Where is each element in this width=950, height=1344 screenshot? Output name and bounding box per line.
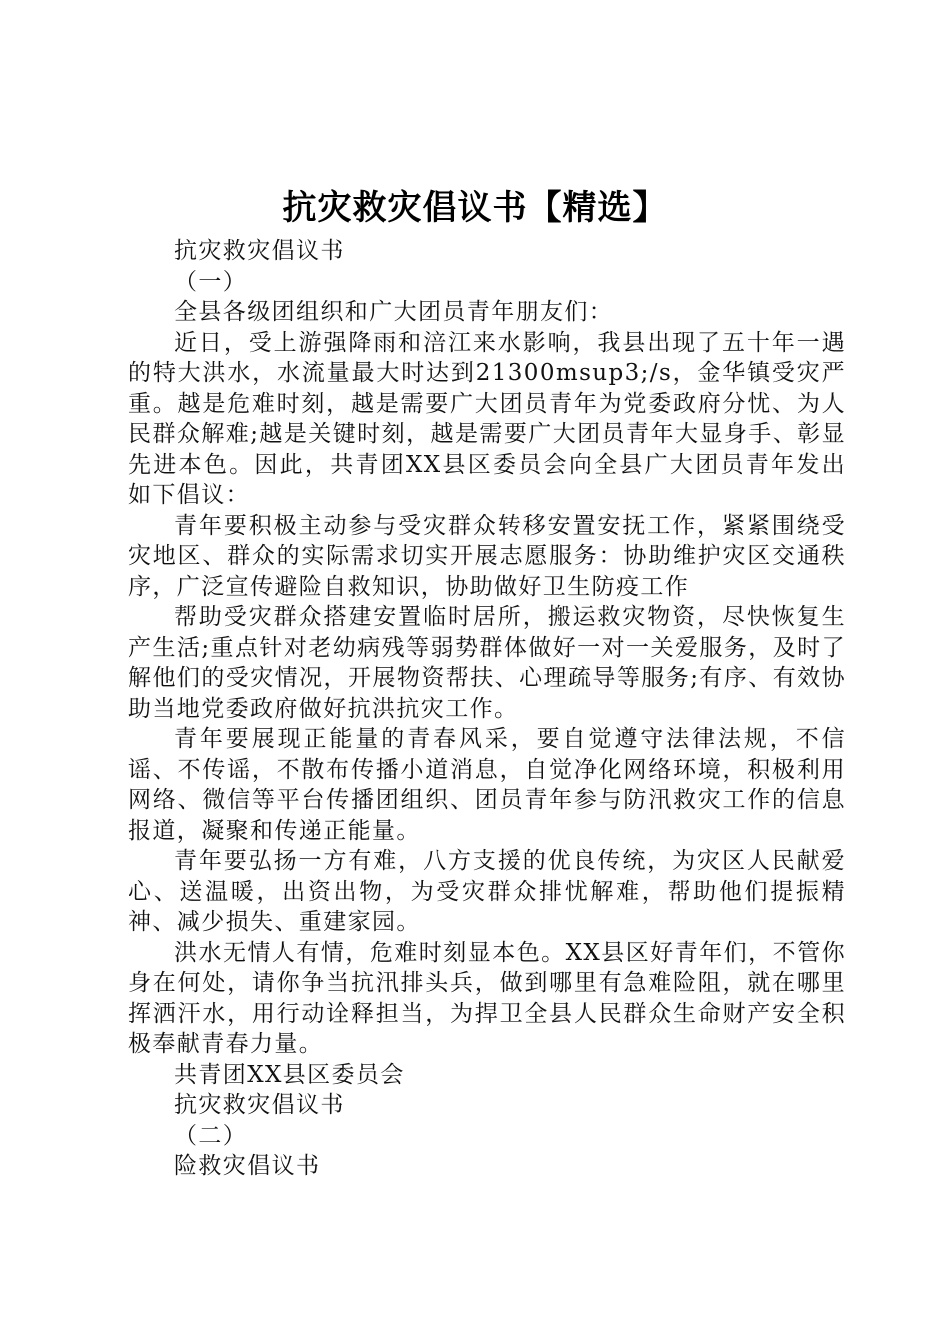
paragraph-proposal-3: 青年要展现正能量的青春风采，要自觉遵守法律法规，不信谣、不传谣，不散布传播小道消息，自觉净化网络环境，积极利用网络、微信等平台传播团组织、团员青年参与防汛救灾工作的信息报道，凝聚和传递正能量。 [128, 726, 846, 844]
document-body [128, 236, 846, 1182]
paragraph-proposal-2: 帮助受灾群众搭建安置临时居所，搬运救灾物资，尽快恢复生产生活;重点针对老幼病残等弱势群体做好一对一关爱服务，及时了解他们的受灾情况，开展物资帮扶、心理疏导等服务;有序、有效协助当地党委政府做好抗洪抗灾工作。 [128, 604, 846, 722]
paragraph-intro: 近日，受上游强降雨和涪江来水影响，我县出现了五十年一遇的特大洪水，水流量最大时达到21300msup3;/s，金华镇受灾严重。越是危难时刻，越是需要广大团员青年为党委政府分忧、为人民群众解难;越是关键时刻，越是需要广大团员青年大显身手、彰显先进本色。因此，共青团XX县区委员会向全县广大团员青年发出如下倡议： [128, 329, 846, 508]
salutation: 全县各级团组织和广大团员青年朋友们： [174, 299, 614, 325]
subtitle-line: 抗灾救灾倡议书 [174, 238, 345, 264]
subtitle-line-2: 抗灾救灾倡议书 [174, 1092, 345, 1118]
document-title: 抗灾救灾倡议书【精选】 [282, 188, 668, 228]
paragraph-closing: 洪水无情人有情，危难时刻显本色。XX县区好青年们，不管你身在何处，请你争当抗汛排头兵，做到哪里有急难险阻，就在哪里挥洒汗水，用行动诠释担当，为捍卫全县人民群众生命财产安全积极奉献青春力量。 [128, 939, 846, 1057]
paragraph-proposal-4: 青年要弘扬一方有难，八方支援的优良传统，为灾区人民献爱心、送温暖，出资出物，为受灾群众排忧解难，帮助他们提振精神、减少损失、重建家园。 [128, 848, 846, 935]
paragraph-proposal-1: 青年要积极主动参与受灾群众转移安置安抚工作，紧紧围绕受灾地区、群众的实际需求切实开展志愿服务：协助维护灾区交通秩序，广泛宣传避险自救知识，协助做好卫生防疫工作 [128, 512, 846, 600]
section-number-2: （二） [174, 1122, 248, 1149]
signature-line: 共青团XX县区委员会 [174, 1061, 405, 1088]
subtitle-line-3: 险救灾倡议书 [174, 1153, 321, 1179]
section-number: （一） [174, 268, 248, 295]
